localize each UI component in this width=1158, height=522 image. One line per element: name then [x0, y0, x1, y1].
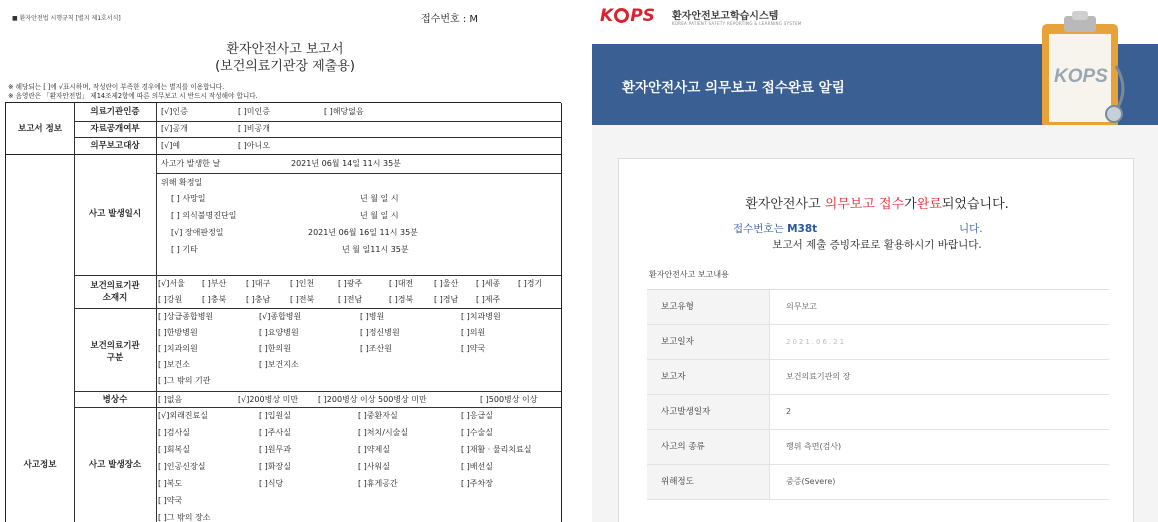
place-option[interactable]: [ ]휴게공간: [358, 479, 398, 488]
type-option[interactable]: [ ]한의원: [259, 344, 291, 353]
receipt-number: M38t: [787, 223, 818, 235]
msg-part: 환자안전사고: [745, 197, 825, 212]
label-cert: 의료기관인증: [90, 107, 140, 117]
place-option[interactable]: [ ]원무과: [259, 445, 291, 454]
region-option[interactable]: [ ]제주: [476, 295, 501, 304]
place-option[interactable]: [ ]검사실: [158, 428, 190, 437]
kops-logo[interactable]: [600, 6, 655, 26]
region-option[interactable]: [ ]대전: [389, 279, 414, 288]
harm-death-value: 년 월 일 시: [360, 194, 399, 203]
occurred-value: 2021년 06월 14일 11시 35분: [291, 159, 401, 168]
region-option[interactable]: [ ]세종: [476, 279, 501, 288]
table-row: [647, 430, 1109, 465]
form-header-note: ■ 환자안전법 시행규칙 [별지 제1호서식]: [12, 15, 121, 22]
msg-highlight: 완료: [916, 197, 942, 212]
row-value: 중증(Severe): [786, 477, 836, 486]
beds-option[interactable]: [ ]500병상 이상: [480, 395, 538, 404]
label-datetime: 사고 발생일시: [88, 209, 142, 219]
row-value: 2: [786, 407, 792, 416]
place-option[interactable]: [√]외래진료실: [158, 411, 208, 420]
form-note-1: ※ 해당되는 [ ]에 √표시하며, 작성란이 부족한 경우에는 별지를 이용합니다.: [8, 83, 225, 91]
report-detail-table: [647, 289, 1109, 500]
option-mandatory-no[interactable]: [ ]아니오: [238, 141, 270, 150]
place-option[interactable]: [ ]입원실: [259, 411, 291, 420]
place-option[interactable]: [ ]약제실: [358, 445, 390, 454]
region-option[interactable]: [ ]울산: [434, 279, 459, 288]
form-subtitle: (보건의료기관장 제출용): [215, 59, 355, 74]
table-row: [647, 290, 1109, 325]
place-option[interactable]: [ ]주사실: [259, 428, 291, 437]
harm-disability-value: 2021년 06월 16일 11시 35분: [308, 228, 418, 237]
beds-option[interactable]: [ ]200병상 이상 500병상 미만: [318, 395, 427, 404]
table-row: [647, 465, 1109, 500]
form-table: [5, 102, 561, 522]
type-option[interactable]: [ ]보건소: [158, 360, 190, 369]
section-title: 환자안전사고 보고내용: [649, 270, 729, 279]
type-option[interactable]: [ ]요양병원: [259, 328, 299, 337]
row-label: 사고발생일자: [647, 395, 770, 429]
type-option[interactable]: [ ]약국: [461, 344, 486, 353]
group-accident-info: 사고정보: [23, 460, 57, 470]
beds-option[interactable]: [ ]없음: [158, 395, 183, 404]
usage-message: 보고서 제출 증빙자료로 활용하시기 바랍니다.: [772, 239, 982, 251]
msg-highlight: 의무보고 접수: [824, 197, 905, 212]
region-option[interactable]: [ ]충남: [246, 295, 271, 304]
place-option[interactable]: [ ]약국: [158, 496, 183, 505]
place-option[interactable]: [ ]재활 · 물리치료실: [461, 445, 532, 454]
harm-disability-label[interactable]: [√] 장애판정일: [171, 228, 224, 237]
occurred-label: 사고가 발생한 날: [161, 159, 221, 168]
receipt-card: [618, 158, 1134, 522]
system-name-en: KOREA PATIENT SAFETY REPORTING & LEARNING SYSTEM: [672, 21, 802, 26]
label-institution-type-2: 구분: [106, 353, 124, 363]
option-disclosure-private[interactable]: [ ]비공개: [238, 124, 270, 133]
harm-coma-value: 년 월 일 시: [360, 211, 399, 220]
row-value: 보건의료기관의 장: [786, 372, 851, 381]
type-option[interactable]: [ ]병원: [360, 312, 385, 321]
type-option[interactable]: [ ]의원: [461, 328, 486, 337]
label-place: 사고 발생장소: [88, 460, 142, 470]
type-option[interactable]: [ ]치과병원: [461, 312, 501, 321]
logo-letters-ps: PS: [630, 6, 655, 26]
row-label: 보고유형: [647, 290, 770, 324]
option-cert-no[interactable]: [ ]미인증: [238, 107, 270, 116]
table-row: [647, 325, 1109, 360]
group-report-info: 보고서 정보: [17, 124, 62, 134]
region-option[interactable]: [ ]부산: [202, 279, 227, 288]
receipt-number-field: 접수번호 : M: [421, 14, 478, 25]
place-option[interactable]: [ ]수술실: [461, 428, 493, 437]
msg-part: 가: [904, 197, 917, 212]
row-label: 보고일자: [647, 325, 770, 359]
region-option[interactable]: [√]서울: [158, 279, 185, 288]
banner-title: 환자안전사고 의무보고 접수완료 알림: [622, 80, 845, 96]
label-beds: 병상수: [102, 395, 128, 405]
form-title: 환자안전사고 보고서: [226, 42, 344, 57]
place-option[interactable]: [ ]그 밖의 장소: [158, 513, 211, 522]
place-option[interactable]: [ ]복도: [158, 479, 183, 488]
clip-logo-text: KOPS: [1054, 66, 1108, 87]
harm-label: 위해 확정일: [161, 178, 203, 187]
region-option[interactable]: [ ]대구: [246, 279, 271, 288]
region-option[interactable]: [ ]전북: [290, 295, 315, 304]
beds-option[interactable]: [√]200병상 미만: [238, 395, 299, 404]
type-option[interactable]: [√]종합병원: [259, 312, 302, 321]
place-option[interactable]: [ ]회복실: [158, 445, 190, 454]
receipt-prefix: 접수번호는: [733, 223, 788, 235]
harm-other-value: 년 월 일11시 35분: [342, 245, 409, 254]
region-option[interactable]: [ ]경북: [389, 295, 414, 304]
report-form-document: [0, 0, 570, 522]
place-option[interactable]: [ ]화장실: [259, 462, 291, 471]
place-option[interactable]: [ ]배선실: [461, 462, 493, 471]
system-name: 환자안전보고학습시스템: [672, 11, 779, 22]
harm-coma-label[interactable]: [ ] 의식불명진단일: [171, 211, 237, 220]
region-option[interactable]: [ ]경기: [518, 279, 543, 288]
msg-part: 되었습니다.: [941, 197, 1009, 212]
option-cert-na[interactable]: [ ]해당없음: [324, 107, 364, 116]
table-row: [647, 360, 1109, 395]
clipboard-stethoscope-icon: [1020, 10, 1140, 132]
region-option[interactable]: [ ]경남: [434, 295, 459, 304]
place-option[interactable]: [ ]사워실: [358, 462, 390, 471]
row-label: 위해정도: [647, 465, 770, 499]
kops-notification-panel: [592, 0, 1158, 522]
label-mandatory: 의무보고대상: [90, 141, 140, 151]
logo-letter-k: K: [600, 6, 614, 26]
row-value: 의무보고: [786, 302, 817, 311]
place-option[interactable]: [ ]식당: [259, 479, 284, 488]
region-option[interactable]: [ ]강원: [158, 295, 183, 304]
harm-death-label[interactable]: [ ] 사망일: [171, 194, 206, 203]
row-value: 행위 측면(검사): [786, 442, 842, 451]
type-option[interactable]: [ ]한방병원: [158, 328, 198, 337]
region-option[interactable]: [ ]인천: [290, 279, 315, 288]
table-row: [647, 395, 1109, 430]
region-option[interactable]: [ ]충북: [202, 295, 227, 304]
row-label: 사고의 종류: [647, 430, 770, 464]
type-option[interactable]: [ ]조산원: [360, 344, 392, 353]
label-disclosure: 자료공개여부: [90, 124, 140, 134]
place-option[interactable]: [ ]처치/시술실: [358, 428, 409, 437]
label-location-2: 소재지: [102, 293, 128, 303]
completion-message: [619, 193, 1135, 212]
place-option[interactable]: [ ]주차장: [461, 479, 493, 488]
place-option[interactable]: [ ]응급실: [461, 411, 493, 420]
row-label: 보고자: [647, 360, 770, 394]
logo-ring-icon: [614, 8, 629, 23]
type-option[interactable]: [ ]그 밖의 기관: [158, 376, 211, 385]
harm-other-label[interactable]: [ ] 기타: [171, 245, 198, 254]
label-institution-type: 보건의료기관: [90, 341, 140, 351]
receipt-number-message: [733, 221, 817, 236]
option-mandatory-yes[interactable]: [√]예: [161, 141, 181, 150]
place-option[interactable]: [ ]인공신장실: [158, 462, 206, 471]
option-disclosure-public[interactable]: [√]공개: [161, 124, 188, 133]
receipt-suffix: 니다.: [959, 223, 983, 235]
region-option[interactable]: [ ]광주: [338, 279, 363, 288]
type-option[interactable]: [ ]정신병원: [360, 328, 400, 337]
form-note-2: ※ 음영란은 「환자안전법」 제14조제2항에 따른 의무보고 시 반드시 작성해야 합니다.: [8, 92, 258, 100]
region-option[interactable]: [ ]전남: [338, 295, 363, 304]
row-value-redacted: 2021.06.21: [786, 338, 847, 346]
type-option[interactable]: [ ]치과의원: [158, 344, 198, 353]
option-cert-yes[interactable]: [√]인증: [161, 107, 188, 116]
type-option[interactable]: [ ]보건지소: [259, 360, 299, 369]
type-option[interactable]: [ ]상급종합병원: [158, 312, 214, 321]
label-location: 보건의료기관: [90, 281, 140, 291]
place-option[interactable]: [ ]중환자실: [358, 411, 398, 420]
